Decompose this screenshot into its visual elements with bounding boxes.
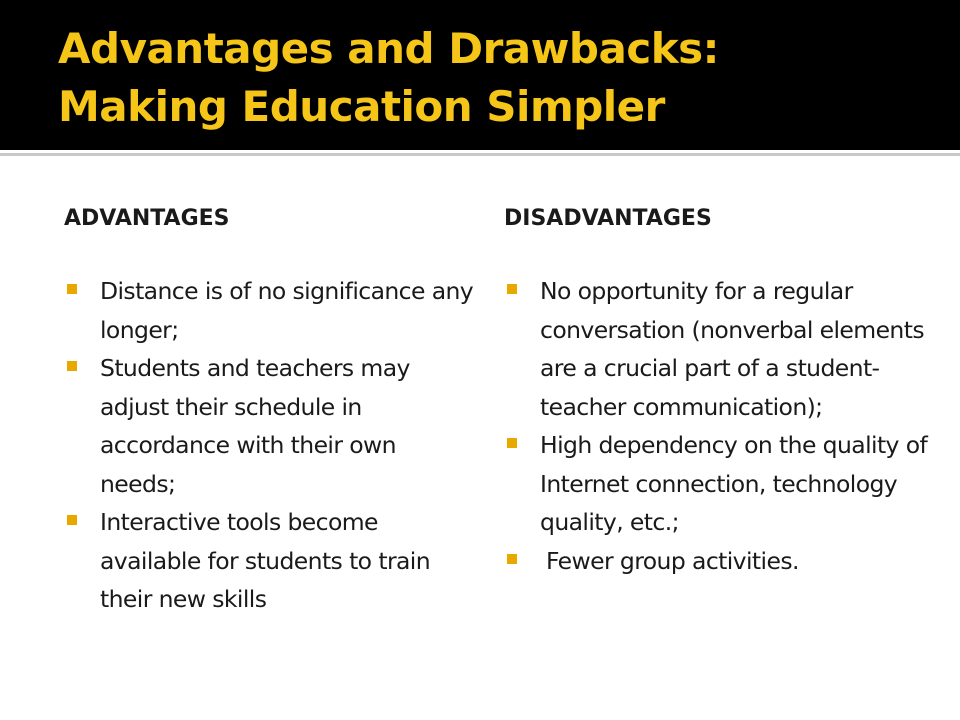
disadvantages-list — [504, 272, 944, 580]
square-bullet-icon — [507, 438, 517, 448]
list-item-text: Distance is of no significance any longer; — [100, 277, 474, 344]
list-item — [504, 542, 944, 581]
list-item — [64, 503, 474, 619]
slide-title-line-1: Advantages and Drawbacks: — [58, 24, 719, 73]
square-bullet-icon — [67, 284, 77, 294]
list-item — [64, 349, 474, 503]
square-bullet-icon — [67, 515, 77, 525]
list-item-text: Students and teachers may adjust their schedule in accordance with their own needs; — [100, 354, 410, 498]
list-item-text: High dependency on the quality of Internet connection, technology quality, etc.; — [540, 431, 928, 536]
list-item-text: Interactive tools become available for students to train their new skills — [100, 508, 431, 613]
list-item — [64, 272, 474, 349]
square-bullet-icon — [507, 554, 517, 564]
title-divider — [0, 153, 960, 156]
square-bullet-icon — [507, 284, 517, 294]
slide-title-line-2: Making Education Simpler — [58, 82, 665, 131]
advantages-heading: ADVANTAGES — [64, 206, 230, 231]
disadvantages-column — [504, 200, 944, 580]
square-bullet-icon — [67, 361, 77, 371]
list-item — [504, 272, 944, 426]
list-item — [504, 426, 944, 542]
disadvantages-heading: DISADVANTAGES — [504, 206, 712, 231]
list-item-text: No opportunity for a regular conversation (nonverbal elements are a crucial part of a student-teacher communication); — [540, 277, 924, 421]
title-band — [0, 0, 960, 150]
advantages-column — [64, 200, 474, 619]
slide-title — [58, 20, 719, 136]
list-item-text: Fewer group activities. — [546, 546, 799, 575]
advantages-list — [64, 272, 474, 619]
